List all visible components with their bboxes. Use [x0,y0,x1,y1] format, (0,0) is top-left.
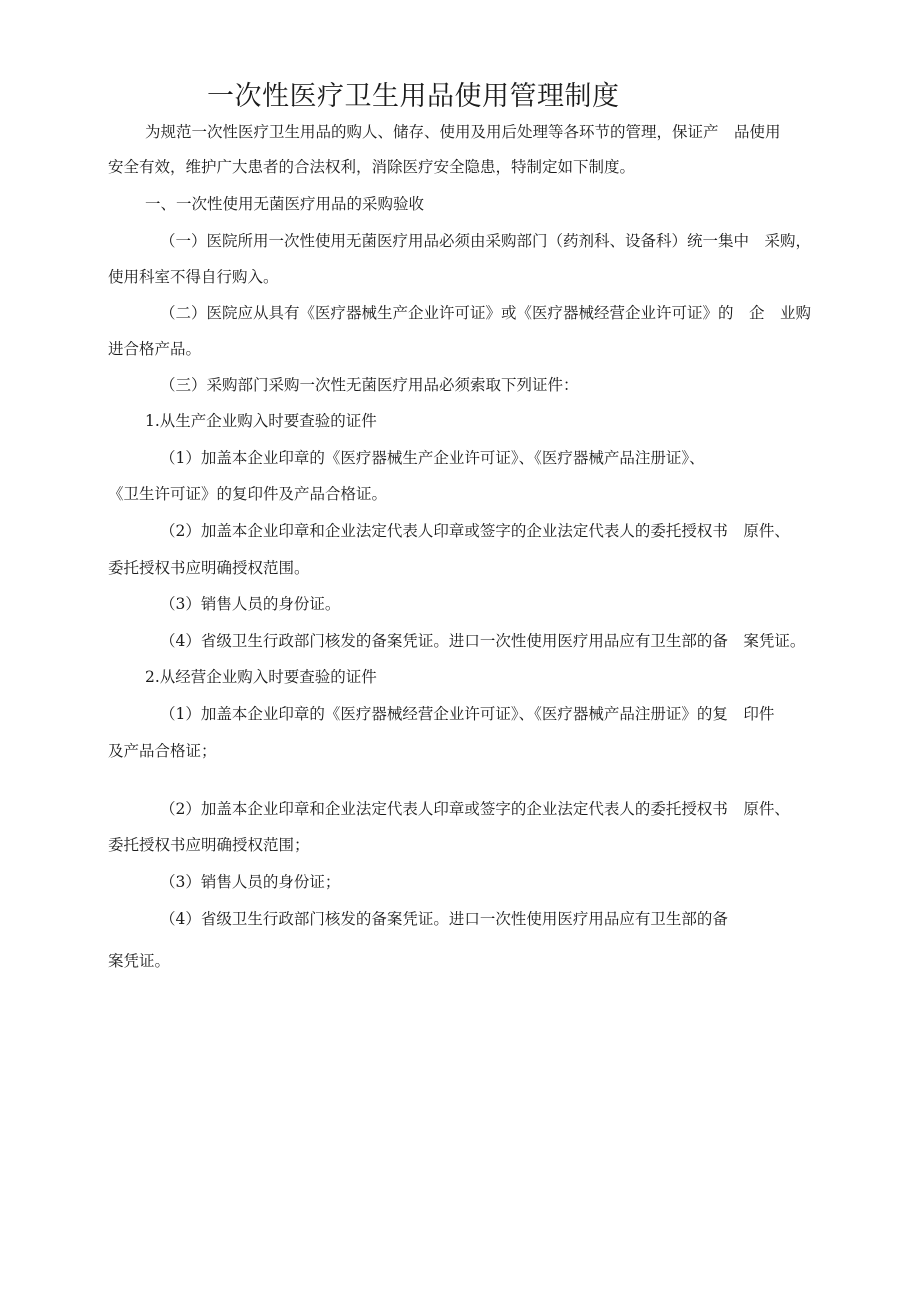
subsection-heading-1: 1.从生产企业购入时要查验的证件 [145,412,377,430]
clause-1-line-1: （一）医院所用一次性使用无菌医疗用品必须由采购部门（药剂科、设备科）统一集中 采购， [160,232,812,250]
subsection-heading-2: 2.从经营企业购入时要查验的证件 [145,668,377,686]
document-title: 一次性医疗卫生用品使用管理制度 [207,81,620,112]
clause-2-line-2: 进合格产品。 [108,340,202,358]
clause-3-line-1: （三）采购部门采购一次性无菌医疗用品必须索取下列证件： [160,376,579,394]
clause-1-line-2: 使用科室不得自行购入。 [108,268,279,286]
item-1-2-line-1: （2）加盖本企业印章和企业法定代表人印章或签字的企业法定代表人的委托授权书 原件、 [160,522,790,540]
item-2-1-line-1: （1）加盖本企业印章的《医疗器械经营企业许可证》、《医疗器械产品注册证》的复 印件 [160,705,775,723]
item-1-1-line-1: （1）加盖本企业印章的《医疗器械生产企业许可证》、《医疗器械产品注册证》、 [160,449,705,467]
intro-line-2: 安全有效，维护广大患者的合法权利，消除医疗安全隐患，特制定如下制度。 [108,158,636,176]
item-2-1-line-2: 及产品合格证； [108,742,217,760]
item-2-4-line-2: 案凭证。 [108,952,171,970]
item-2-2-line-1: （2）加盖本企业印章和企业法定代表人印章或签字的企业法定代表人的委托授权书 原件、 [160,800,790,818]
item-1-1-line-2: 《卫生许可证》的复印件及产品合格证。 [108,485,388,503]
item-2-3: （3）销售人员的身份证； [160,873,341,891]
item-1-4: （4）省级卫生行政部门核发的备案凭证。进口一次性使用医疗用品应有卫生部的备 案凭证。 [160,632,806,650]
item-1-3: （3）销售人员的身份证。 [160,595,341,613]
item-1-2-line-2: 委托授权书应明确授权范围。 [108,559,310,577]
item-2-2-line-2: 委托授权书应明确授权范围； [108,836,310,854]
section-heading-1: 一、一次性使用无菌医疗用品的采购验收 [145,195,425,213]
clause-2-line-1: （二）医院应从具有《医疗器械生产企业许可证》或《医疗器械经营企业许可证》的 企 业购 [160,304,812,322]
intro-line-1: 为规范一次性医疗卫生用品的购人、储存、使用及用后处理等各环节的管理，保证产 品使用 [145,123,781,141]
item-2-4-line-1: （4）省级卫生行政部门核发的备案凭证。进口一次性使用医疗用品应有卫生部的备 [160,910,728,928]
